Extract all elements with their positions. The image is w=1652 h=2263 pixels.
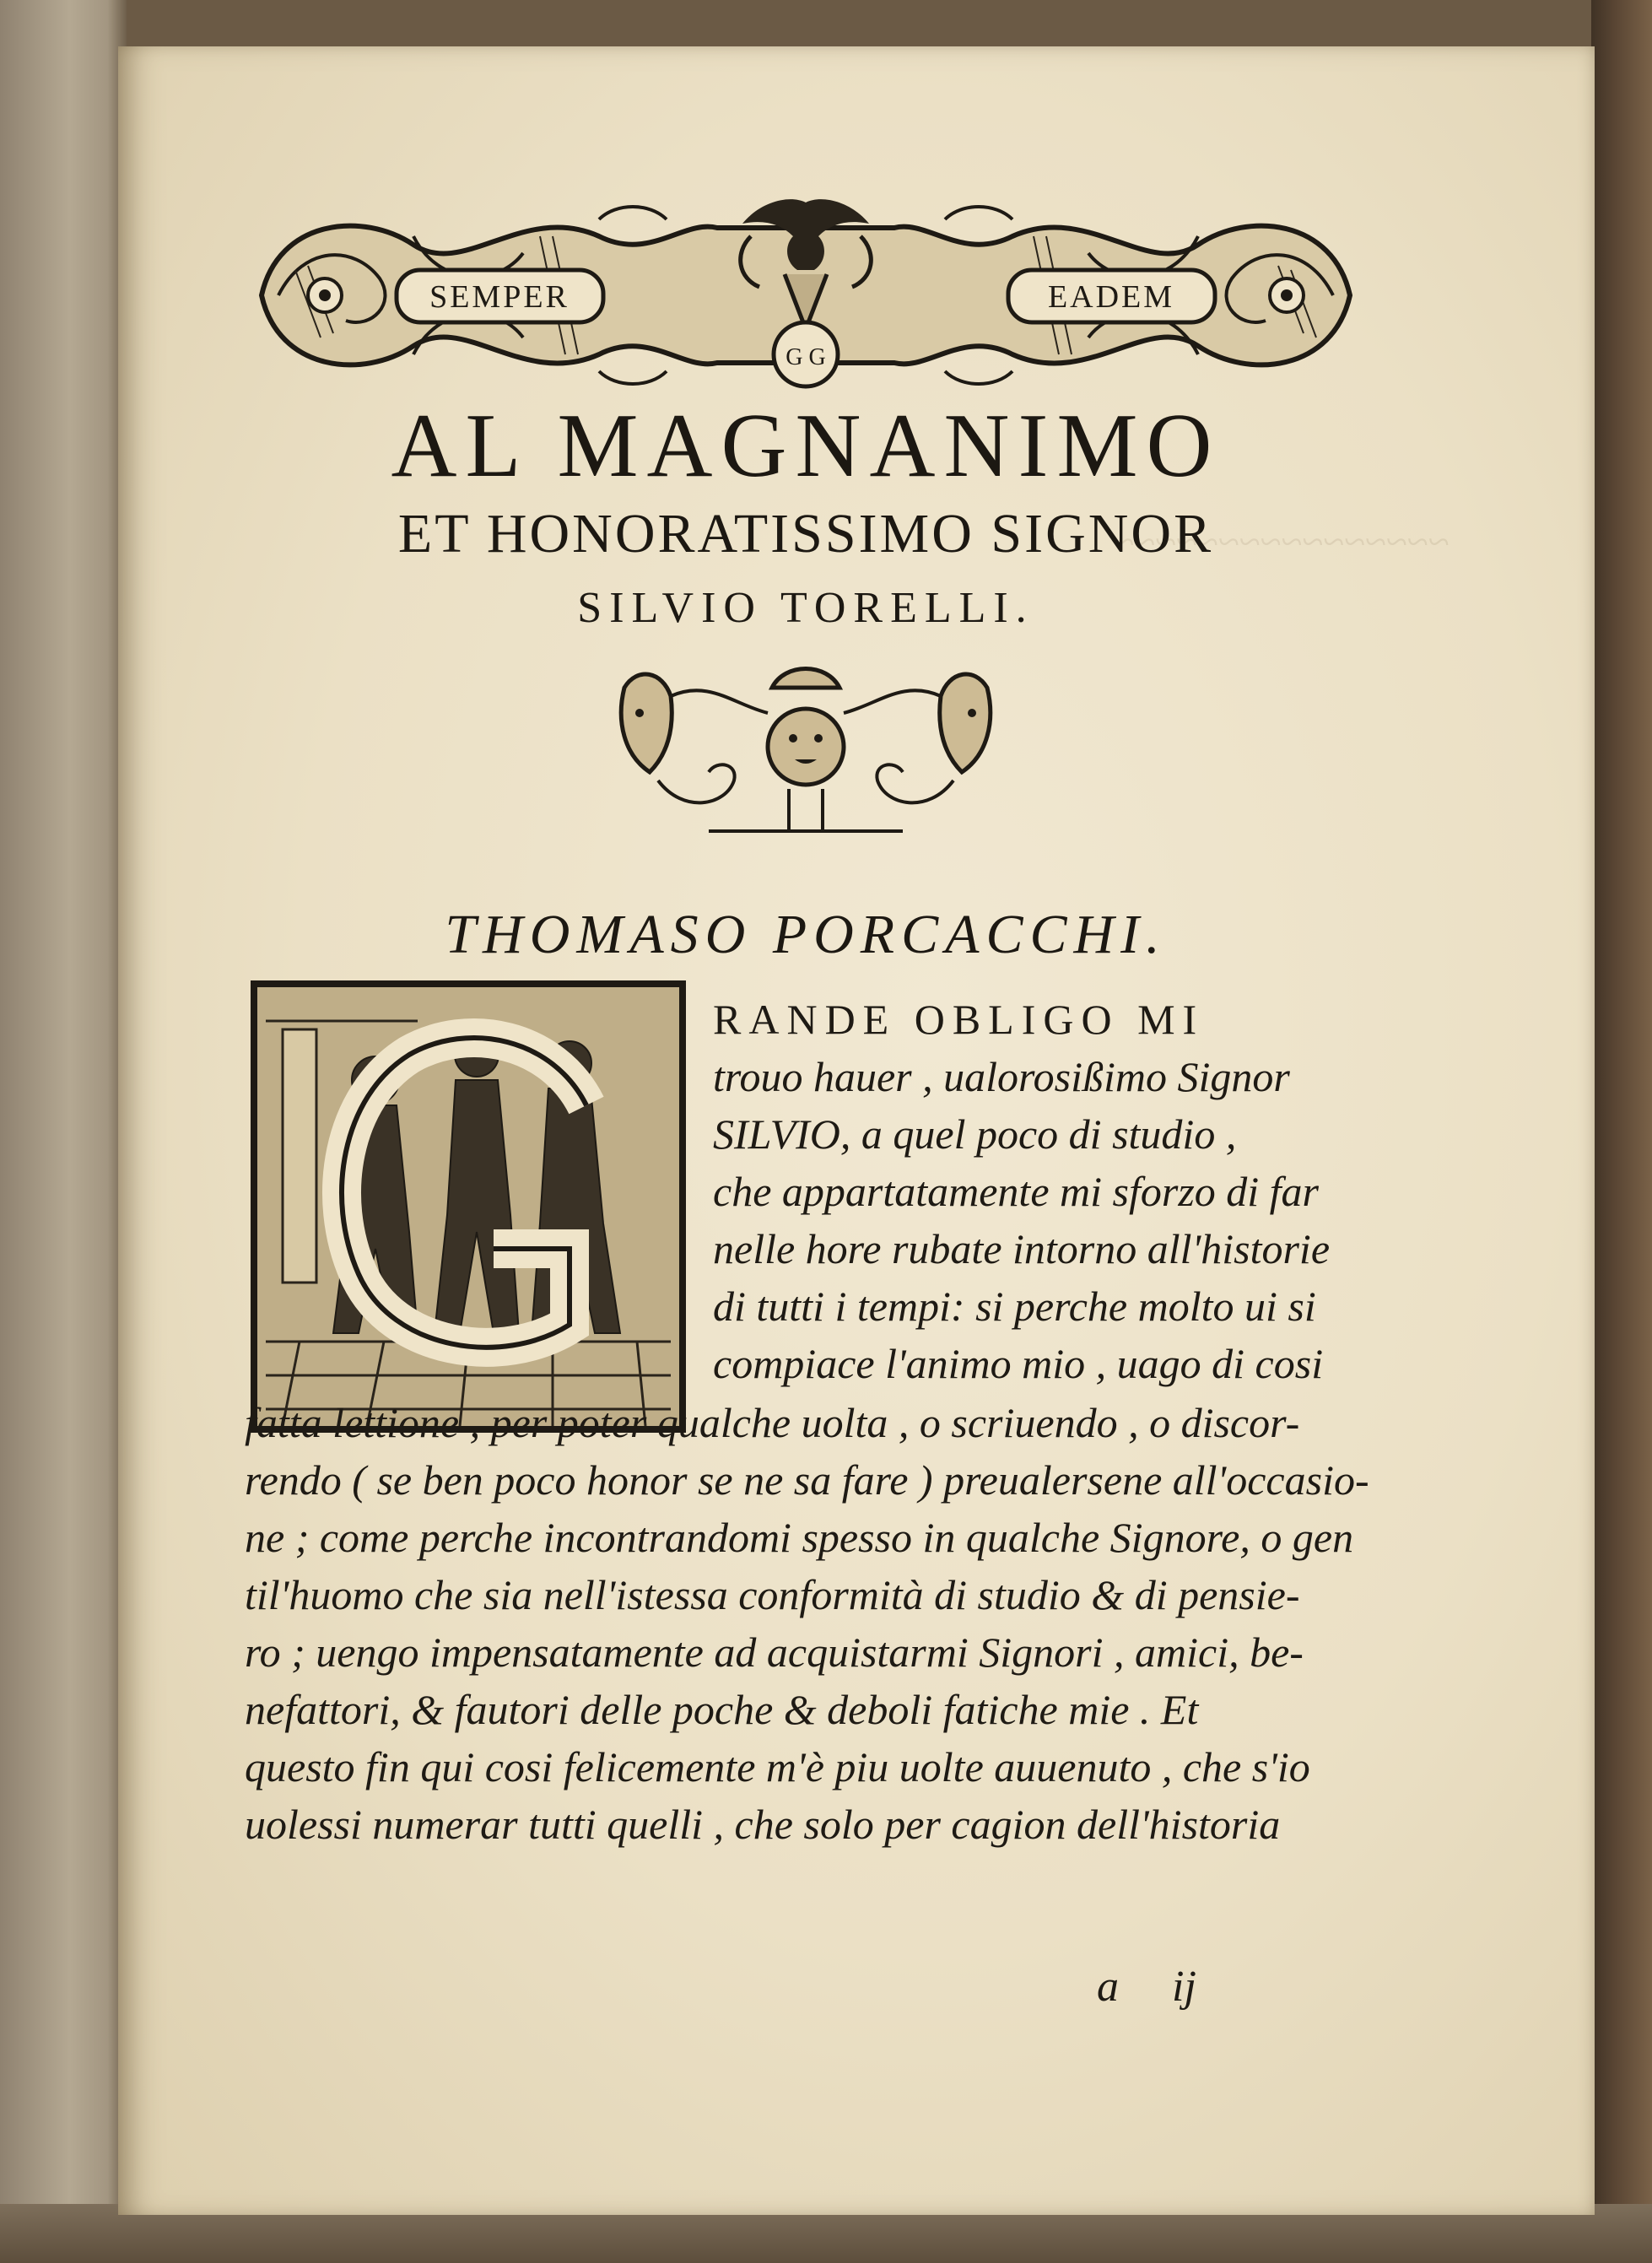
book-binding-right (1591, 0, 1652, 2263)
body-line-12: nefattori, & fautori delle poche & deboli fatiche mie . Et (245, 1686, 1199, 1733)
show-through-text: ~~~~~~~~~~~~~~~~ (1114, 520, 1450, 563)
historiated-initial-g (249, 979, 688, 1434)
body-line-7: fatta lettione , per poter qualche uolta , o scriuendo , o discor- (245, 1399, 1300, 1446)
body-line-10: til'huomo che sia nell'istessa conformità di studio & di pensie- (245, 1571, 1300, 1618)
title-line-3: SILVIO TORELLI. (577, 584, 1034, 632)
book-binding-left (0, 0, 127, 2263)
body-line-13: questo fin qui cosi felicemente m'è piu uolte auuenuto , che s'io (245, 1743, 1310, 1790)
opening-line: RANDE OBLIGO MI (713, 996, 1205, 1043)
body-line-14: uolessi numerar tutti quelli , che solo per cagion dell'historia (245, 1801, 1281, 1848)
body-line-9: ne ; come perche incontrandomi spesso in qualche Signore, o gen (245, 1514, 1354, 1561)
body-line-6: compiace l'animo mio , uago di cosi (713, 1340, 1324, 1387)
body-line-4: nelle hore rubate intorno all'historie (713, 1225, 1331, 1272)
body-line-3: che appartatamente mi sforzo di far (713, 1168, 1320, 1215)
monogram-text: G G (786, 344, 826, 370)
motto-right-text: EADEM (1047, 279, 1175, 315)
mask-ornament (607, 654, 1004, 848)
author-heading: THOMASO PORCACCHI. (445, 904, 1167, 965)
body-line-5: di tutti i tempi: si perche molto ui si (713, 1283, 1316, 1330)
title-line-2: ET HONORATISSIMO SIGNOR (397, 503, 1214, 564)
title-line-1: AL MAGNANIMO (391, 396, 1221, 496)
signature-mark: a ij (1097, 1963, 1196, 2011)
body-line-8: rendo ( se ben poco honor se ne sa fare ) preualersene all'occasio- (245, 1456, 1369, 1504)
woodcut-headpiece (245, 186, 1367, 405)
body-line-2: SILVIO, a quel poco di studio , (713, 1110, 1237, 1158)
body-line-1: trouo hauer , ualorosißimo Signor (713, 1053, 1290, 1100)
body-line-11: ro ; uengo impensatamente ad acquistarmi Signori , amici, be- (245, 1628, 1304, 1676)
motto-left-text: SEMPER (429, 279, 570, 315)
book-page (118, 46, 1595, 2215)
